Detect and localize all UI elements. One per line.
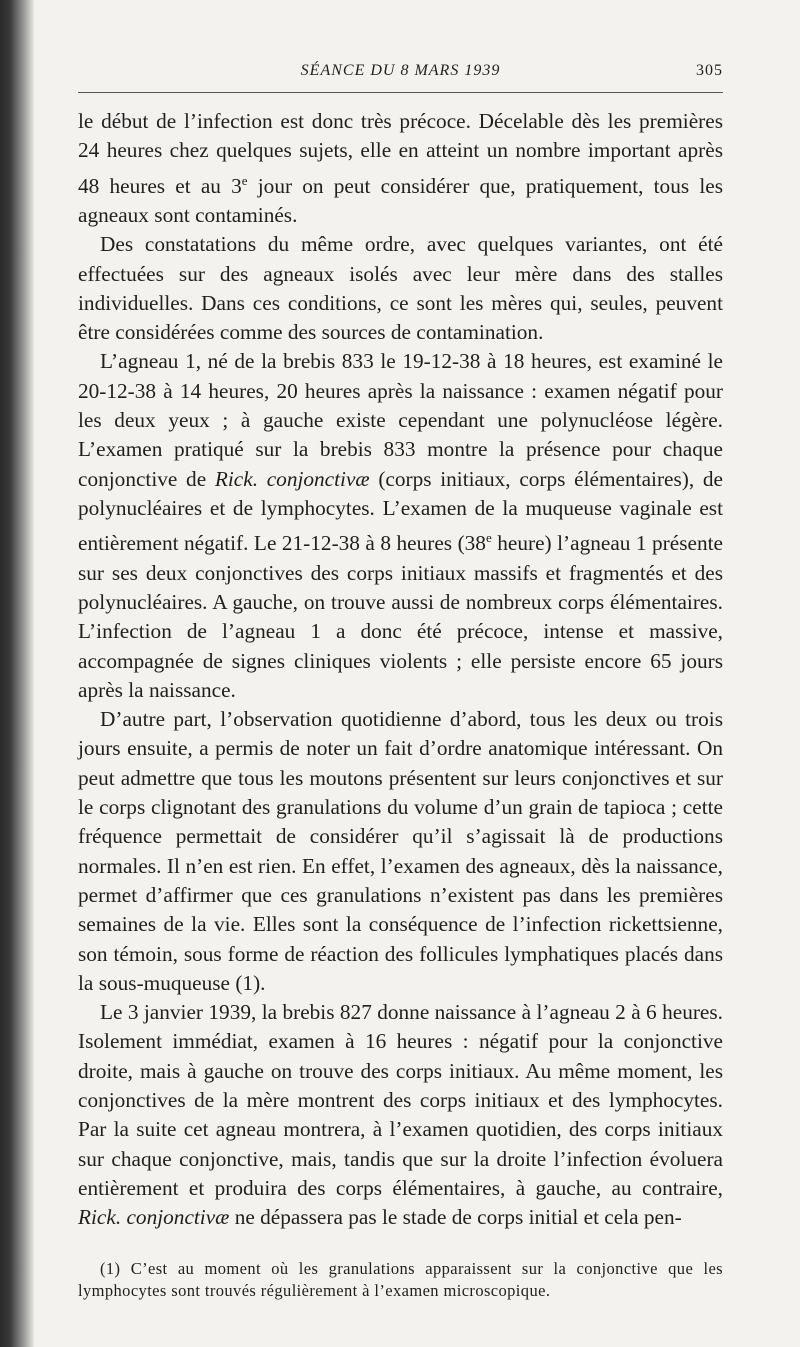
paragraph-3-text-a: L’agneau 1, né de la brebis 833 le 19-12-38 à 18 heures, est examiné le 20-12-38 à 14 heures, 20 heures après la naissance : examen négatif pour les deux yeux ; à gauche existe cependant une polynucléose légère. L’examen pratiqué sur la brebis 833 montre la présence pour chaque conjonctive de bbox=[78, 349, 723, 491]
species-name: Rick. conjonctivæ bbox=[78, 1205, 230, 1230]
paragraph-3 bbox=[78, 347, 723, 705]
scan-binding-edge bbox=[0, 0, 34, 1347]
body-text bbox=[78, 107, 723, 1232]
species-name: Rick. conjonctivæ bbox=[214, 466, 370, 491]
running-title: SÉANCE DU 8 MARS 1939 bbox=[300, 62, 501, 79]
superscript-e: e bbox=[485, 530, 492, 546]
page-number: 305 bbox=[696, 62, 723, 79]
running-head bbox=[78, 62, 723, 86]
paragraph-3-text-c: heure) l’agneau 1 présente sur ses deux conjonctives des corps initiaux massifs et fragmentés et des polynucléaires. A gauche, on trouve aussi de nombreux corps élémentaires. L’infection de l’agneau 1 a donc été précoce, intense et massive, accompagnée de signes cliniques violents ; elle persiste encore 65 jours après la naissance. bbox=[78, 531, 723, 702]
paragraph-1-text-a: le début de l’infection est donc très précoce. Décelable dès les premières 24 heures chez quelques sujets, elle en atteint un nombre important après 48 heures et au 3 bbox=[78, 109, 723, 198]
header-rule bbox=[78, 92, 723, 93]
footnote: (1) C’est au moment où les granulations apparaissent sur la conjonctive que les lymphocytes sont trouvés régulièrement à l’examen microscopique. bbox=[78, 1259, 723, 1301]
book-page bbox=[78, 62, 723, 1302]
paragraph-1-text-b: jour on peut considérer que, pratiquement, tous les agneaux sont contaminés. bbox=[78, 173, 723, 227]
paragraph-2: Des constatations du même ordre, avec quelques variantes, ont été effectuées sur des agneaux isolés avec leur mère dans des stalles individuelles. Dans ces conditions, ce sont les mères qui, seules, peuvent être considérées comme des sources de contamination. bbox=[78, 232, 723, 345]
paragraph-1 bbox=[78, 107, 723, 230]
superscript-e: e bbox=[241, 172, 248, 188]
paragraph-5 bbox=[78, 998, 723, 1232]
paragraph-5-text-a: Le 3 janvier 1939, la brebis 827 donne naissance à l’agneau 2 à 6 heures. Isolement immédiat, examen à 16 heures : négatif pour la conjonctive droite, mais à gauche on trouve des corps initiaux. Au même moment, les conjonctives de la mère montrent des corps initiaux et des lymphocytes. Par la suite cet agneau montrera, à l’examen quotidien, des corps initiaux sur chaque conjonctive, mais, tandis que sur la droite l’infection évoluera entièrement et produira des corps élémentaires, à gauche, au contraire, bbox=[78, 1000, 723, 1200]
paragraph-3-text-b: (corps initiaux, corps élémentaires), de polynucléaires et de lymphocytes. L’examen de la muqueuse vaginale est entièrement négatif. Le 21-12-38 à 8 heures (38 bbox=[78, 466, 723, 556]
paragraph-5-text-b: ne dépassera pas le stade de corps initial et cela pen- bbox=[229, 1205, 682, 1230]
paragraph-4: D’autre part, l’observation quotidienne d’abord, tous les deux ou trois jours ensuite, a permis de noter un fait d’ordre anatomique intéressant. On peut admettre que tous les moutons présentent sur leurs conjonctives et sur le corps clignotant des granulations du volume d’un grain de tapioca ; cette fréquence permettait de considérer qu’il s’agissait là de productions normales. Il n’en est rien. En effet, l’examen des agneaux, dès la naissance, permet d’affirmer que ces granulations n’existent pas dans les premières semaines de la vie. Elles sont la conséquence de l’infection rickettsienne, son témoin, sous forme de réaction des follicules lymphatiques placés dans la sous-muqueuse (1). bbox=[78, 707, 723, 995]
